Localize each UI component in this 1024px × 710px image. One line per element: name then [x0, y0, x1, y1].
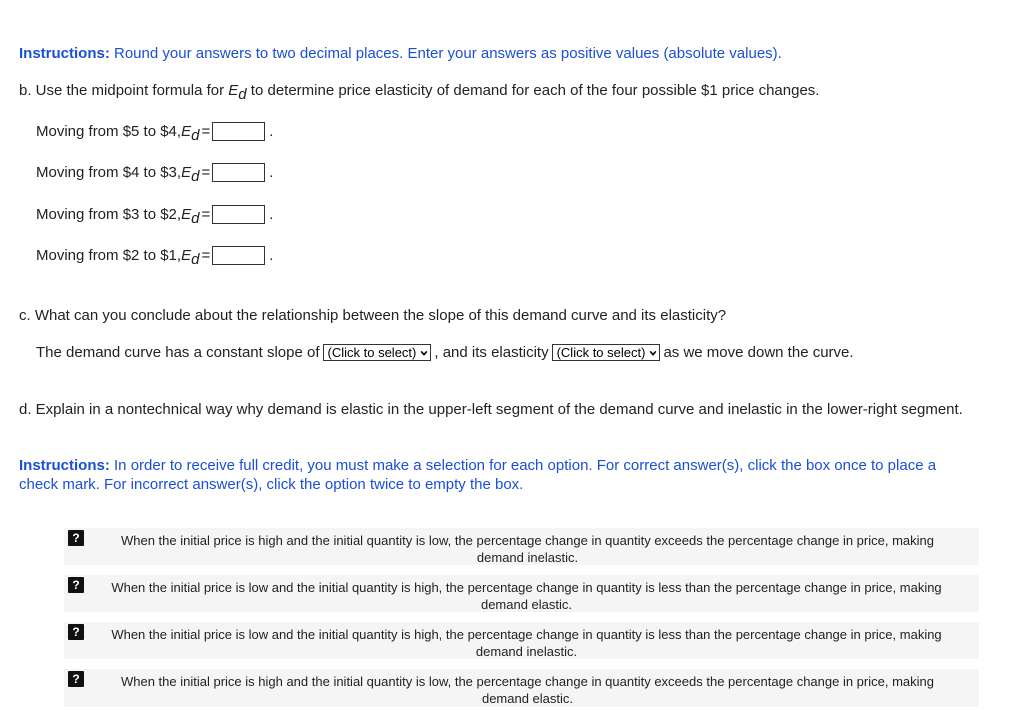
ed-4-to-3-input[interactable]	[212, 163, 265, 182]
question-mark-checkbox-icon[interactable]: ?	[68, 624, 84, 640]
elasticity-row	[36, 246, 274, 268]
row-label: Moving from $5 to $4,	[36, 123, 182, 140]
instructions-text: In order to receive full credit, you must make a selection for each option. For correct answer(s), click the box once to place a check mark. For incorrect answer(s), click the option twice to empty the box.	[19, 457, 937, 493]
ed-subscript: d	[191, 168, 200, 185]
option-text: When the initial price is high and the initial quantity is low, the percentage change in quantity exceeds the percentage change in price, making demand inelastic.	[120, 533, 934, 565]
elasticity-row	[36, 205, 274, 227]
instructions-options	[19, 456, 979, 494]
ed-symbol: E	[181, 206, 192, 223]
ed-symbol: E	[181, 123, 192, 140]
elasticity-select[interactable]	[552, 344, 661, 361]
equals-sign: =	[201, 206, 211, 223]
period: .	[269, 206, 274, 223]
part-b-prompt-after: to determine price elasticity of demand for each of the four possible $1 price changes.	[250, 82, 820, 99]
row-label: Moving from $4 to $3,	[36, 164, 182, 181]
row-label: Moving from $2 to $1,	[36, 247, 182, 264]
question-mark-checkbox-icon[interactable]: ?	[68, 530, 84, 546]
ed-symbol: E	[181, 247, 192, 264]
part-b-question	[19, 82, 820, 103]
ed-subscript: d	[238, 86, 247, 103]
period: .	[269, 164, 274, 181]
slope-select-value: (Click to select)	[327, 345, 417, 360]
ed-subscript: d	[191, 251, 200, 268]
ed-subscript: d	[191, 127, 200, 144]
ed-symbol: E	[181, 164, 192, 181]
chevron-down-icon	[649, 349, 657, 357]
ed-3-to-2-input[interactable]	[212, 205, 265, 224]
part-c-text-2: , and its elasticity	[434, 344, 549, 361]
option-item[interactable]	[64, 622, 979, 659]
instructions-text: Round your answers to two decimal places. Enter your answers as positive values (absolute values).	[109, 45, 782, 62]
option-text: When the initial price is low and the initial quantity is high, the percentage change in quantity is less than the percentage change in price, making demand inelastic.	[111, 627, 942, 659]
option-item[interactable]	[64, 575, 979, 612]
equals-sign: =	[201, 164, 211, 181]
part-c-text-3: as we move down the curve.	[663, 344, 854, 361]
part-b-prompt-before: b. Use the midpoint formula for	[19, 82, 229, 99]
question-mark-checkbox-icon[interactable]: ?	[68, 671, 84, 687]
option-item[interactable]	[64, 528, 979, 565]
instructions-top	[19, 45, 1009, 62]
option-text: When the initial price is high and the initial quantity is low, the percentage change in quantity exceeds the percentage change in price, making demand elastic.	[120, 674, 934, 706]
elasticity-row	[36, 163, 274, 185]
part-d-question: d. Explain in a nontechnical way why demand is elastic in the upper-left segment of the demand curve and inelastic in the lower-right segment.	[19, 401, 963, 418]
equals-sign: =	[201, 123, 211, 140]
part-c-text-1: The demand curve has a constant slope of	[36, 344, 320, 361]
part-c-sentence	[36, 344, 854, 361]
equals-sign: =	[201, 247, 211, 264]
part-c-question: c. What can you conclude about the relationship between the slope of this demand curve and its elasticity?	[19, 307, 727, 324]
option-text: When the initial price is low and the initial quantity is high, the percentage change in quantity is less than the percentage change in price, making demand elastic.	[111, 580, 942, 612]
elasticity-select-value: (Click to select)	[556, 345, 646, 360]
chevron-down-icon	[420, 349, 428, 357]
period: .	[269, 247, 274, 264]
ed-subscript: d	[191, 210, 200, 227]
row-label: Moving from $3 to $2,	[36, 206, 182, 223]
question-mark-checkbox-icon[interactable]: ?	[68, 577, 84, 593]
option-item[interactable]	[64, 669, 979, 707]
instructions-label: Instructions:	[19, 457, 110, 474]
elasticity-row	[36, 122, 274, 144]
instructions-label: Instructions:	[19, 45, 110, 62]
ed-symbol: E	[228, 82, 239, 99]
period: .	[269, 123, 274, 140]
ed-2-to-1-input[interactable]	[212, 246, 265, 265]
ed-5-to-4-input[interactable]	[212, 122, 265, 141]
slope-select[interactable]	[323, 344, 432, 361]
